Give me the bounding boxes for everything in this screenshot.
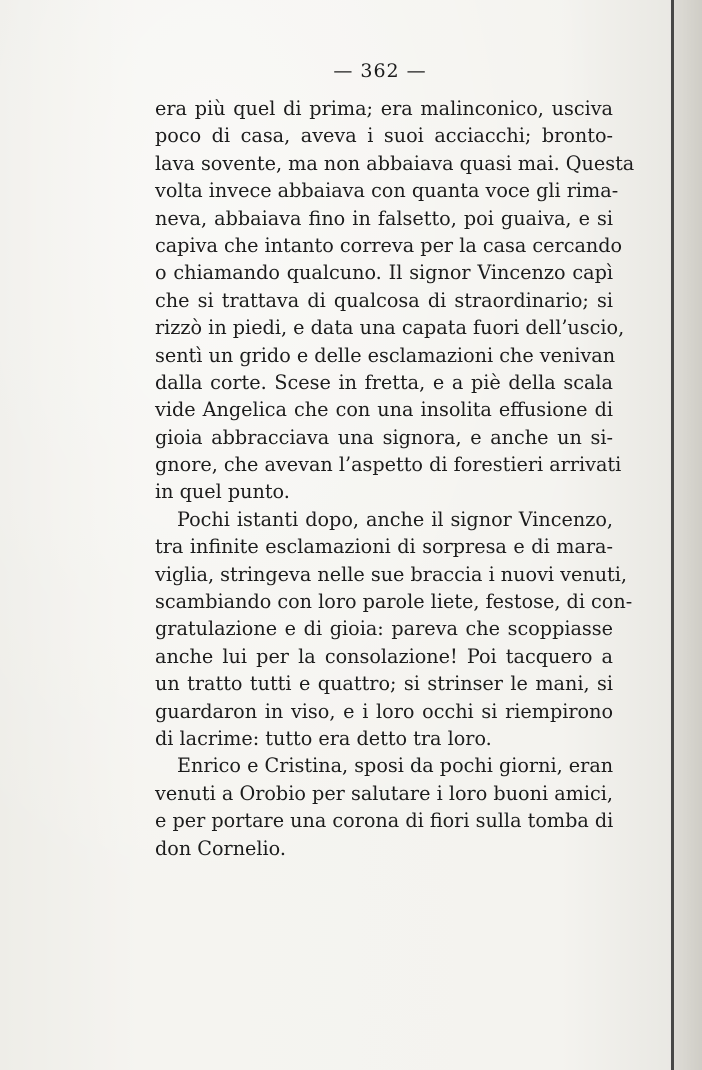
text-line: Pochi istanti dopo, anche il signor Vincenzo, [177,507,613,531]
text-line: scambiando con loro parole liete, festose, di con- [155,590,633,614]
text-line: lava sovente, ma non abbaiava quasi mai. Questa [155,151,635,175]
text-line: di lacrime: tutto era detto tra loro. [155,726,492,750]
page-binding-shadow [674,0,702,1070]
text-line: anche lui per la consolazione! Poi tacquero a [155,644,613,668]
text-line: o chiamando qualcuno. Il signor Vincenzo capì [155,261,613,285]
text-line: vide Angelica che con una insolita effusione di [155,398,613,422]
text-line: gioia abbracciava una signora, e anche un si- [155,425,613,449]
paragraph-1 [155,95,635,506]
text-line: viglia, stringeva nelle sue braccia i nuovi venuti, [155,562,628,586]
text-line: sentì un grido e delle esclamazioni che venivan [155,343,616,367]
paragraph-3 [155,752,613,862]
text-line: tra infinite esclamazioni di sorpresa e di mara- [155,535,613,559]
page-binding-edge [671,0,674,1070]
text-line: venuti a Orobio per salutare i loro buoni amici, [155,781,613,805]
text-line: un tratto tutti e quattro; si strinser le mani, si [155,672,613,696]
text-line: che si trattava di qualcosa di straordinario; si [155,288,613,312]
text-line: rizzò in piedi, e data una capata fuori dell’uscio, [155,316,625,340]
text-line: don Cornelio. [155,836,286,860]
text-line: gnore, che avevan l’aspetto di forestieri arrivati [155,453,622,477]
text-line: neva, abbaiava fino in falsetto, poi guaiva, e si [155,206,613,230]
page-number: — 362 — [333,60,427,82]
text-line: era più quel di prima; era malinconico, usciva [155,97,613,120]
text-line: volta invece abbaiava con quanta voce gli rima- [155,179,619,203]
text-line: capiva che intanto correva per la casa cercando [155,233,623,257]
text-line: in quel punto. [155,480,290,504]
text-line: poco di casa, aveva i suoi acciacchi; bronto- [155,124,613,148]
text-line: Enrico e Cristina, sposi da pochi giorni, eran [177,754,614,778]
text-line: dalla corte. Scese in fretta, e a piè della scala [155,370,613,394]
text-line: gratulazione e di gioia: pareva che scoppiasse [155,617,613,641]
text-line: guardaron in viso, e i loro occhi si riempirono [155,699,613,723]
paragraph-2 [155,506,633,753]
text-line: e per portare una corona di fiori sulla tomba di [155,809,614,833]
body-text [155,95,635,862]
